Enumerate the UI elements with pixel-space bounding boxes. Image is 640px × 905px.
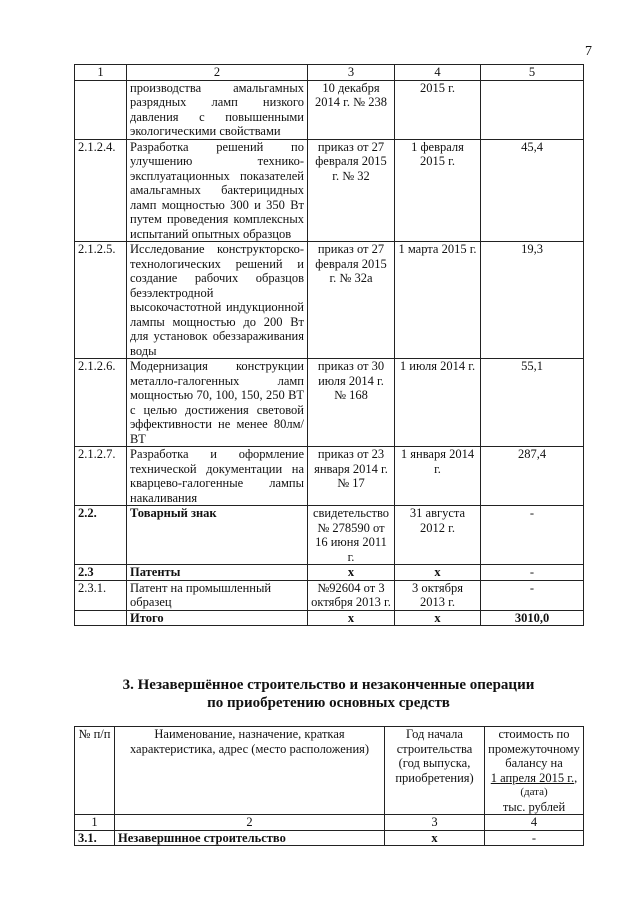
row-name: Незавершнное строительство [115, 830, 385, 846]
row-date: 1 января 2014 г. [395, 447, 481, 506]
row-value [481, 80, 584, 139]
header-cell: 5 [481, 65, 584, 81]
row-name: Разработка и оформление технической документации на кварцево-галогенные лампы накаливания [127, 447, 308, 506]
header-cell: 1 [75, 65, 127, 81]
column-number-row [75, 815, 584, 831]
page-number: 7 [585, 44, 592, 59]
header-date: 1 апреля 2015 г., [490, 770, 578, 785]
column-number: 3 [385, 815, 485, 831]
row-doc: свидетельство № 278590 от 16 июня 2011 г. [308, 506, 395, 565]
row-name: Исследование конструкторско-технологических решений и создание рабочих образцов безэлектродной высокочастотной индукционной лампы мощностью до 200 Вт для установок обеззараживания воды [127, 242, 308, 359]
row-name: Патенты [127, 565, 308, 581]
row-number [75, 80, 127, 139]
header-date-note: (дата) [520, 786, 548, 798]
table-row [75, 830, 584, 846]
row-number: 2.1.2.7. [75, 447, 127, 506]
section-3-title [74, 676, 583, 712]
row-name: Патент на промышленный образец [127, 580, 308, 610]
header-cell: № п/п [75, 727, 115, 815]
row-number: 2.3.1. [75, 580, 127, 610]
row-doc: №92604 от 3 октября 2013 г. [308, 580, 395, 610]
table-row [75, 139, 584, 242]
row-number: 2.2. [75, 506, 127, 565]
column-number: 2 [115, 815, 385, 831]
assets-table [74, 64, 584, 626]
row-number: 3.1. [75, 830, 115, 846]
total-row [75, 610, 584, 626]
column-number: 1 [75, 815, 115, 831]
table-row [75, 447, 584, 506]
header-cell: 4 [395, 65, 481, 81]
table-row [75, 580, 584, 610]
row-year: х [385, 830, 485, 846]
row-name: производства амальгамных разрядных ламп низкого давления с повышенными экологическими свойствами [127, 80, 308, 139]
header-cell: 2 [127, 65, 308, 81]
row-doc: приказ от 27 февраля 2015 г. № 32а [308, 242, 395, 359]
row-doc: 10 декабря 2014 г. № 238 [308, 80, 395, 139]
row-number: 2.3 [75, 565, 127, 581]
row-doc: приказ от 27 февраля 2015 г. № 32 [308, 139, 395, 242]
row-doc: приказ от 30 июля 2014 г. № 168 [308, 359, 395, 447]
row-date: 3 октября 2013 г. [395, 580, 481, 610]
total-value: 3010,0 [481, 610, 584, 626]
row-value: 55,1 [481, 359, 584, 447]
row-value: - [485, 830, 584, 846]
row-date: 1 февраля 2015 г. [395, 139, 481, 242]
table-row [75, 565, 584, 581]
row-doc: х [308, 610, 395, 626]
row-value: - [481, 565, 584, 581]
row-value: - [481, 580, 584, 610]
row-date: 1 июля 2014 г. [395, 359, 481, 447]
table-header-row [75, 727, 584, 815]
row-date: х [395, 610, 481, 626]
construction-table [74, 726, 584, 846]
row-value: - [481, 506, 584, 565]
section-title-line: 3. Незавершённое строительство и незаконченные операции [122, 677, 535, 693]
row-name: Модернизация конструкции металло-галогенных ламп мощностью 70, 100, 150, 250 ВТ с целью достижения световой эффективности не менее 80лм/ВТ [127, 359, 308, 447]
row-number: 2.1.2.6. [75, 359, 127, 447]
table-row [75, 359, 584, 447]
row-date: 31 августа 2012 г. [395, 506, 481, 565]
row-date: 2015 г. [395, 80, 481, 139]
row-name: Разработка решений по улучшению технико-эксплуатационных показателей амальгамных бактерицидных ламп мощностью 300 и 350 Вт путем проведения комплексных испытаний опытных образцов [127, 139, 308, 242]
column-number: 4 [485, 815, 584, 831]
row-number: 2.1.2.5. [75, 242, 127, 359]
row-doc: х [308, 565, 395, 581]
row-name: Товарный знак [127, 506, 308, 565]
header-cell: 3 [308, 65, 395, 81]
row-number [75, 610, 127, 626]
header-text: стоимость по промежуточному балансу на [488, 727, 580, 770]
table-row [75, 506, 584, 565]
section-title-line: по приобретению основных средств [207, 695, 450, 711]
row-value: 45,4 [481, 139, 584, 242]
header-cell: Год начала строительства (год выпуска, приобретения) [385, 727, 485, 815]
header-cell: Наименование, назначение, краткая характеристика, адрес (место расположения) [115, 727, 385, 815]
header-cell-balance [485, 727, 584, 815]
row-doc: приказ от 23 января 2014 г. № 17 [308, 447, 395, 506]
table-row [75, 80, 584, 139]
table-row [75, 242, 584, 359]
row-date: 1 марта 2015 г. [395, 242, 481, 359]
row-number: 2.1.2.4. [75, 139, 127, 242]
row-date: х [395, 565, 481, 581]
row-value: 19,3 [481, 242, 584, 359]
row-value: 287,4 [481, 447, 584, 506]
row-name: Итого [127, 610, 308, 626]
table-header-row [75, 65, 584, 81]
header-unit: тыс. рублей [502, 799, 566, 814]
